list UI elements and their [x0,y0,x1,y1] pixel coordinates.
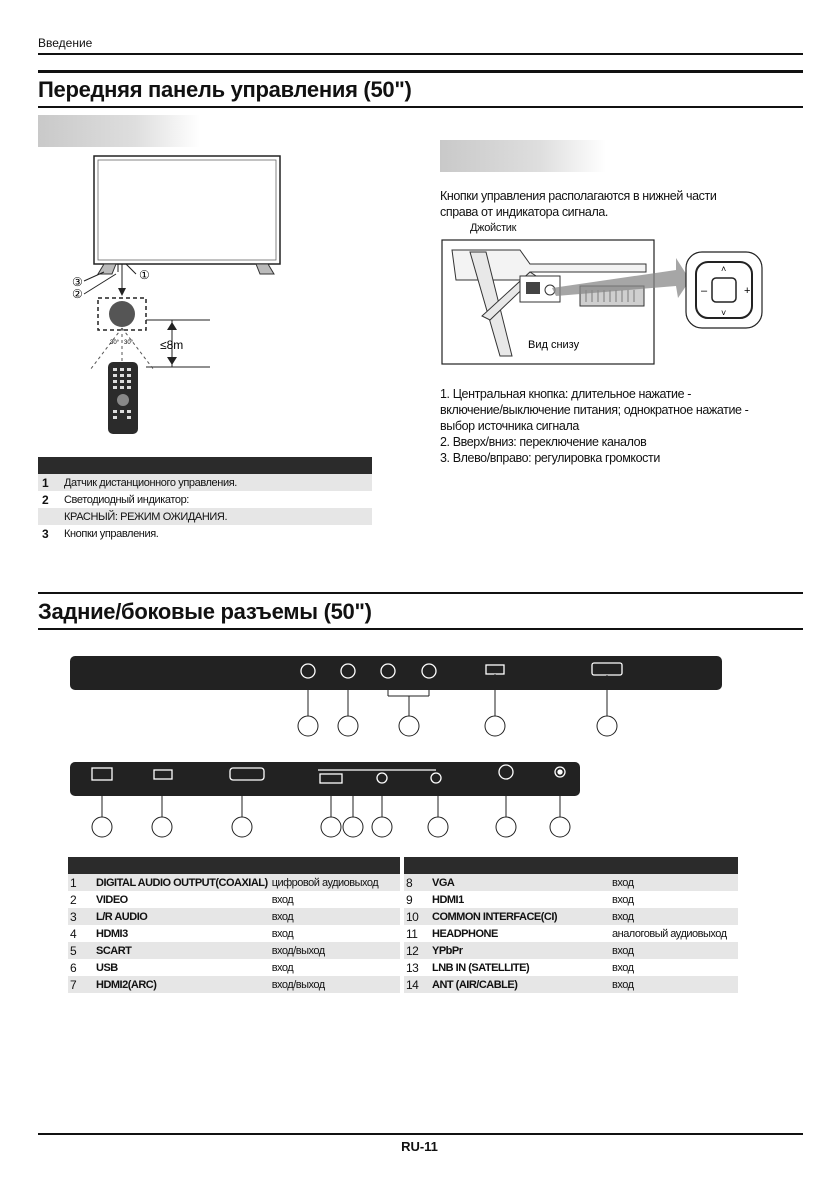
connector-name: USB [96,961,118,974]
connector-name: L/R AUDIO [96,910,148,923]
connector-name: HDMI2(ARC) [96,978,157,991]
front-legend-header [38,457,372,474]
connector-row [404,874,738,891]
video-jack [301,664,315,678]
connector-desc: вход [612,978,634,991]
page-number: RU-11 [401,1139,438,1154]
connector-num: 10 [406,909,419,924]
hdmi2-port [320,774,342,783]
tv-screen [94,156,280,264]
audio-jack-r2 [422,664,436,678]
rear-title-rule-bottom [38,628,803,630]
controls-intro: Кнопки управления располагаются в нижней части справа от индикатора сигнала. [440,189,717,219]
connector-num: 13 [406,960,419,975]
connector-num: 2 [70,892,77,907]
connector-desc: вход [612,910,634,923]
tv-stand-left [98,264,116,274]
scart-port [592,663,622,675]
side-panel-bar [70,656,722,690]
plus-icon: + [744,285,751,297]
connector-row [404,942,738,959]
connector-desc: вход [612,944,634,957]
front-legend-table [38,474,372,542]
connector-name: SCART [96,944,132,957]
hdmi-port [486,665,504,674]
controls-instructions: 1. Центральная кнопка: длительное нажатие - включение/выключение питания; однократное нажатие - выбор источника сигнала 2. Вверх/вниз: переключение каналов 3. Влево/вправо: регулировка громкости [440,387,749,465]
connector-name: HDMI3 [96,927,128,940]
rear-title-rule-top [38,592,803,594]
minus-icon: – [701,285,708,297]
title-rule-top [38,70,803,73]
front-legend-row: 1 Датчик дистанционного управления. [38,474,372,491]
tv-remote-diagram [60,150,300,445]
front-legend-row: 3 Кнопки управления. [42,526,159,541]
connector-row [404,976,738,993]
connector-row [68,908,400,925]
rear-connector-diagram [60,650,740,840]
connector-num: 9 [406,892,413,907]
callout-1: ① [139,268,150,282]
headphone-jack [377,773,387,783]
connector-name: DIGITAL AUDIO OUTPUT(COAXIAL) [96,876,268,889]
connector-row [68,891,400,908]
connector-name: ANT (AIR/CABLE) [432,978,518,991]
section-label: Введение [38,36,93,50]
connector-num: 12 [406,943,419,958]
usb-port [92,768,112,780]
vga-port [230,768,264,780]
connector-name: YPbPr [432,944,463,957]
connector-row [68,976,400,993]
callout-2: ② [72,287,83,301]
chevron-down-icon: ˅ [721,308,727,318]
ir-sensor [109,301,135,327]
connector-desc: вход [271,893,294,906]
connector-desc: вход [271,961,294,974]
connector-desc: вход [612,893,634,906]
distance-label: ≤8m [160,338,184,352]
connector-num: 4 [70,926,77,941]
connector-desc: вход [612,961,634,974]
front-panel-title: Передняя панель управления (50") [38,77,412,102]
angle-right-label: 30° [124,340,134,346]
title-rule-bottom [38,106,803,108]
connector-row [404,908,738,925]
connector-row [68,942,400,959]
connector-row [404,891,738,908]
front-legend-row: 2 Светодиодный индикатор: [42,492,189,507]
audio-jack-r [381,664,395,678]
connector-name: COMMON INTERFACE(CI) [432,910,558,923]
connector-num: 6 [70,960,77,975]
joystick-label: Джойстик [470,222,517,234]
hdmi1-port [154,770,172,779]
connector-row [404,925,738,942]
connector-name: LNB IN (SATELLITE) [432,961,530,974]
connector-desc: вход [271,910,294,923]
connector-num: 3 [70,909,77,924]
header-rule [38,53,803,55]
angle-left-label: 30° [110,340,120,346]
connector-desc: вход/выход [271,978,325,991]
connector-row [404,959,738,976]
connector-desc: аналоговый аудиовыход [612,927,727,940]
lnb-port [499,765,513,779]
connector-name: VGA [432,876,455,889]
connector-num: 14 [406,977,419,992]
connector-num: 11 [406,926,418,941]
connector-desc: вход/выход [271,944,325,957]
connector-name: HEADPHONE [432,927,498,940]
front-legend-row: КРАСНЫЙ: РЕЖИМ ОЖИДАНИЯ. [38,508,372,525]
front-panel-tab [38,115,200,147]
connector-desc: вход [271,927,294,940]
connector-name: VIDEO [96,893,128,906]
audio-jack-l [341,664,355,678]
connector-row [68,959,400,976]
connector-row [68,874,400,891]
connector-num: 1 [70,875,77,890]
callout-3: ③ [72,275,83,289]
bottom-view-label: Вид снизу [528,339,580,351]
connector-table-left [68,857,400,993]
chevron-up-icon: ˄ [721,264,727,274]
connector-name: HDMI1 [432,893,464,906]
connector-num: 7 [70,977,77,992]
controls-tab [440,140,606,172]
rear-panel-title: Задние/боковые разъемы (50") [38,599,372,624]
connector-desc: цифровой аудиовыход [271,876,379,889]
connector-num: 8 [406,875,413,890]
joystick-diagram [440,236,770,368]
connector-desc: вход [612,876,634,889]
connector-num: 5 [70,943,77,958]
footer-rule [38,1133,803,1135]
connector-table-right [404,857,738,993]
tv-stand-right [256,264,274,274]
ypbpr-jack [431,773,441,783]
connector-row [68,925,400,942]
front-legend [38,457,372,542]
